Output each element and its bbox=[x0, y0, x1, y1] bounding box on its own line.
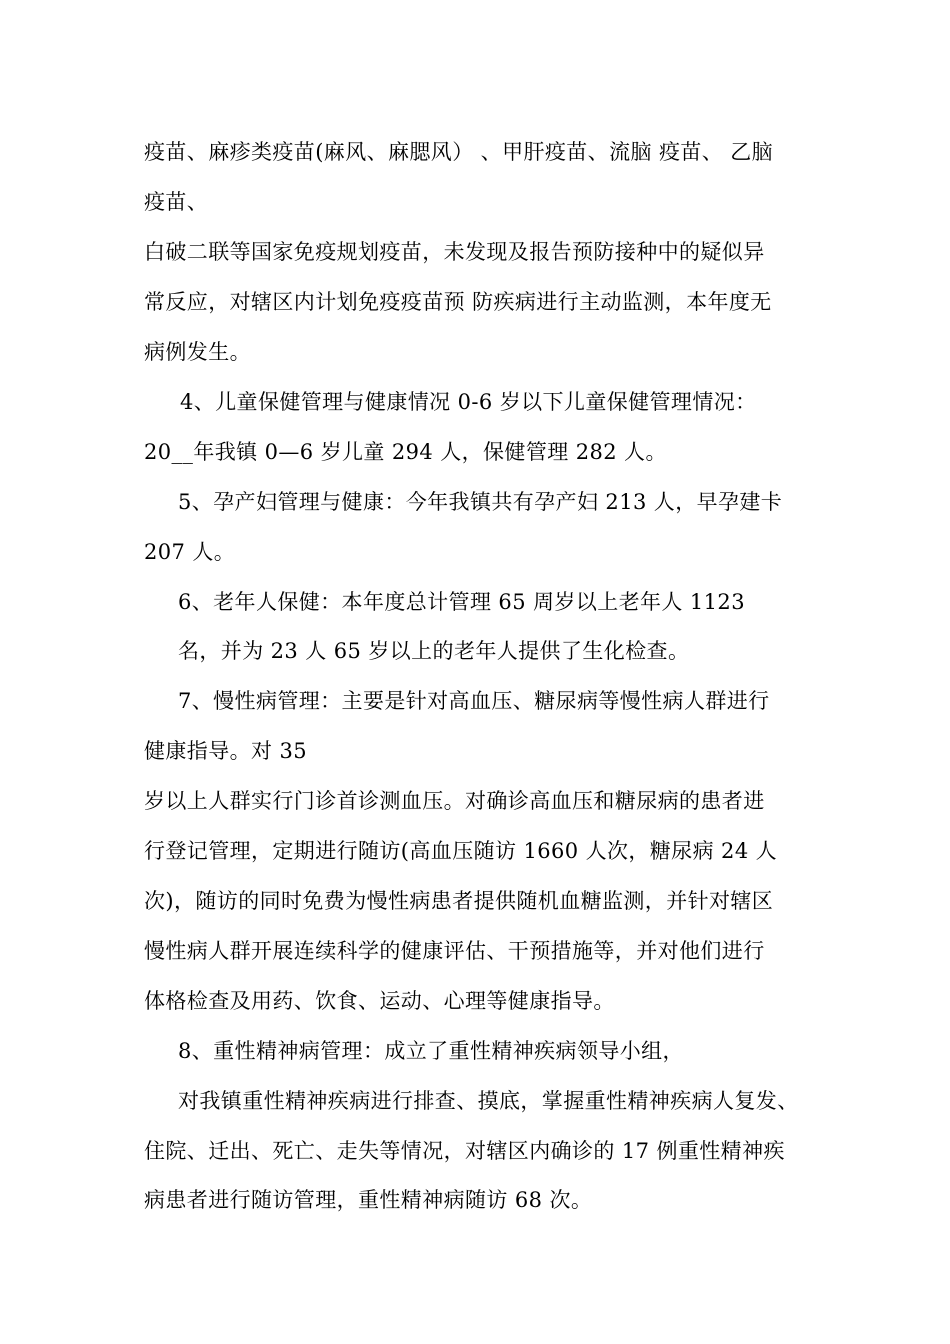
text-line-6: 4、儿童保健管理与健康情况 0-6 岁以下儿童保健管理情况： bbox=[180, 390, 757, 414]
text-line-14: 岁以上人群实行门诊首诊测血压。对确诊高血压和糖尿病的患者进 bbox=[144, 789, 765, 813]
text-line-22: 病患者进行随访管理，重性精神病随访 68 次。 bbox=[144, 1188, 593, 1212]
text-line-7: 20__年我镇 0—6 岁儿童 294 人，保健管理 282 人。 bbox=[144, 440, 667, 464]
text-line-15: 行登记管理，定期进行随访(高血压随访 1660 人次，糖尿病 24 人 bbox=[144, 839, 778, 863]
text-line-13: 健康指导。对 35 bbox=[144, 739, 307, 763]
text-line-21: 住院、迁出、死亡、走失等情况，对辖区内确诊的 17 例重性精神疾 bbox=[144, 1139, 785, 1163]
text-line-9: 207 人。 bbox=[144, 540, 236, 564]
text-line-19: 8、重性精神病管理：成立了重性精神疾病领导小组， bbox=[178, 1039, 684, 1063]
text-line-18: 体格检查及用药、饮食、运动、心理等健康指导。 bbox=[144, 989, 615, 1013]
text-line-17: 慢性病人群开展连续科学的健康评估、干预措施等，并对他们进行 bbox=[144, 939, 765, 963]
text-line-5: 病例发生。 bbox=[144, 340, 251, 364]
text-line-20: 对我镇重性精神疾病进行排查、摸底，掌握重性精神疾病人复发、 bbox=[178, 1089, 799, 1113]
text-line-2: 疫苗、 bbox=[144, 190, 209, 214]
text-line-12: 7、慢性病管理：主要是针对高血压、糖尿病等慢性病人群进行 bbox=[178, 689, 770, 713]
text-line-3: 白破二联等国家免疫规划疫苗，未发现及报告预防接种中的疑似异 bbox=[144, 240, 765, 264]
text-line-16: 次)，随访的同时免费为慢性病患者提供随机血糖监测，并针对辖区 bbox=[144, 889, 774, 913]
text-line-11: 名，并为 23 人 65 岁以上的老年人提供了生化检查。 bbox=[178, 639, 690, 663]
text-line-4: 常反应，对辖区内计划免疫疫苗预 防疾病进行主动监测，本年度无 bbox=[144, 290, 772, 314]
text-line-1: 疫苗、麻疹类疫苗(麻风、麻腮风） 、甲肝疫苗、流脑 疫苗、 乙脑 bbox=[144, 140, 774, 164]
text-line-8: 5、孕产妇管理与健康：今年我镇共有孕产妇 213 人，早孕建卡 bbox=[178, 490, 783, 514]
text-line-10: 6、老年人保健：本年度总计管理 65 周岁以上老年人 1123 bbox=[178, 590, 745, 614]
